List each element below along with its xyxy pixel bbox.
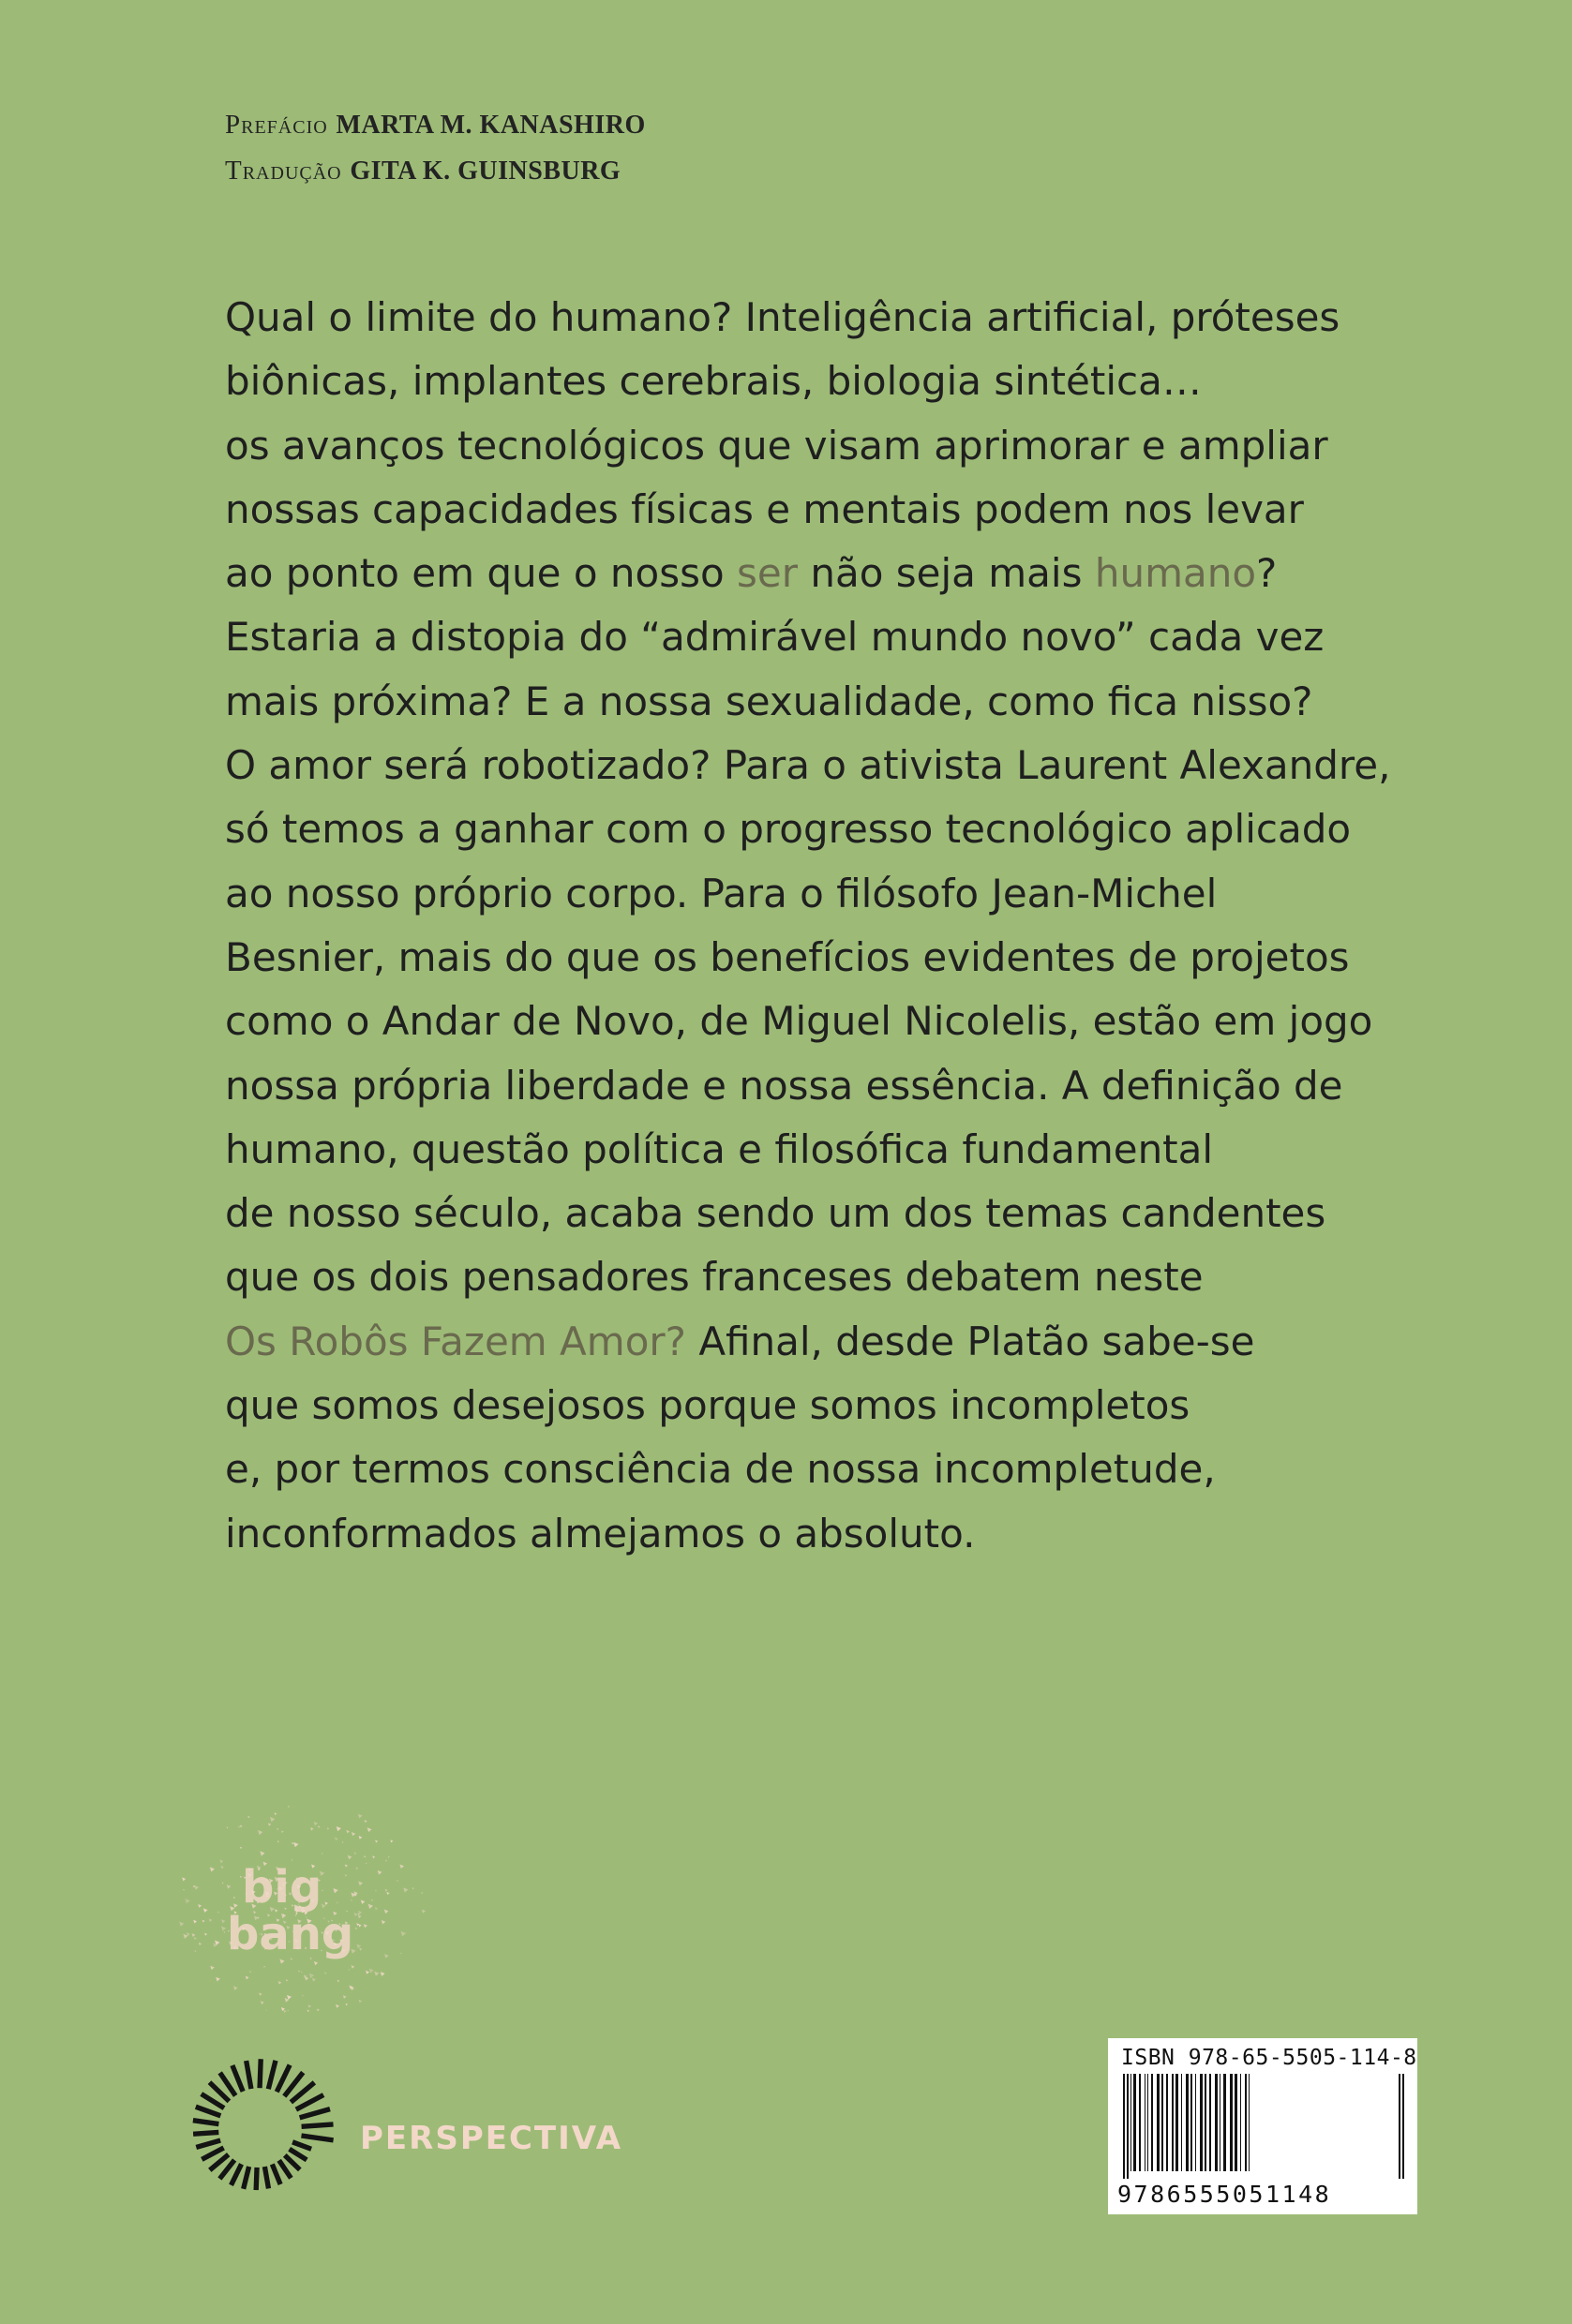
blurb-line: [225, 286, 1425, 350]
barcode-bar: [1209, 2074, 1211, 2171]
preface-credit: [225, 101, 646, 147]
blurb-text: Afinal, desde Platão sabe-se: [685, 1318, 1255, 1364]
barcode-bar: [1161, 2074, 1163, 2171]
publisher-name: PERSPECTIVA: [360, 2120, 623, 2157]
translation-name: GITA K. GUINSBURG: [350, 156, 621, 186]
isbn-label: ISBN 978-65-5505-114-8: [1121, 2046, 1417, 2070]
preface-name: MARTA M. KANASHIRO: [336, 111, 646, 140]
sunburst-ray: [244, 2167, 249, 2189]
sunburst-ray: [193, 2121, 219, 2124]
blurb-text: de nosso século, acaba sendo um dos temas candentes: [225, 1190, 1326, 1237]
perspectiva-sunburst-icon: [176, 2048, 340, 2212]
blurb-line: [225, 1245, 1425, 1309]
barcode-bar: [1215, 2074, 1218, 2171]
blurb-line: [225, 862, 1425, 926]
barcode-bar: [1195, 2074, 1196, 2171]
blurb-text: só temos a ganhar com o progresso tecnológico aplicado: [225, 806, 1352, 853]
sunburst-ray: [268, 2061, 276, 2089]
barcode-bar: [1186, 2074, 1189, 2171]
barcode-bar: [1127, 2074, 1129, 2179]
highlighted-term: ser: [737, 550, 799, 597]
barcode-bar: [1205, 2074, 1206, 2171]
blurb-line: [225, 478, 1425, 542]
sunburst-ray: [301, 2136, 333, 2140]
sunburst-ray: [232, 2065, 243, 2092]
blurb-line: [225, 414, 1425, 478]
blurb-text: que somos desejosos porque somos incompletos: [225, 1382, 1190, 1429]
sunburst-ray: [292, 2142, 311, 2149]
blurb-text: e, por termos consciência de nossa incompletude,: [225, 1446, 1216, 1493]
barcode-bar: [1402, 2074, 1404, 2179]
sunburst-ray: [202, 2148, 223, 2159]
highlighted-term: humano: [1094, 550, 1257, 597]
barcode-bar: [1200, 2074, 1203, 2171]
big-bang-logo-text-line-2: bang: [227, 1908, 354, 1960]
blurb-line: [225, 990, 1425, 1053]
barcode-bars: [1119, 2074, 1406, 2179]
blurb-text: Qual o limite do humano? Inteligência artificial, próteses: [225, 294, 1340, 340]
blurb-line: [225, 670, 1425, 734]
sunburst-ray: [300, 2109, 330, 2118]
barcode-bar: [1399, 2074, 1400, 2179]
blurb-text: humano, questão política e filosófica fundamental: [225, 1125, 1214, 1172]
blurb-line: [225, 1054, 1425, 1118]
barcode-bar: [1123, 2074, 1125, 2179]
barcode-digits: 9786555051148: [1117, 2181, 1332, 2208]
sunburst-ray: [272, 2165, 280, 2184]
blurb-text: não seja mais: [798, 550, 1095, 597]
translation-role: Tradução: [225, 156, 342, 186]
barcode-bar: [1147, 2074, 1148, 2171]
blurb-text: os avanços tecnológicos que visam aprimorar e ampliar: [225, 422, 1328, 469]
barcode-bar: [1175, 2074, 1178, 2171]
barcode-bar: [1130, 2074, 1131, 2171]
barcode-bar: [1245, 2074, 1247, 2171]
sunburst-ray: [196, 2140, 220, 2147]
blurb-line: [225, 926, 1425, 990]
big-bang-logo-text-line-1: big: [242, 1861, 322, 1914]
barcode-bar: [1249, 2074, 1250, 2171]
isbn-barcode: [1108, 2038, 1417, 2214]
sunburst-ray: [285, 2155, 300, 2169]
sunburst-ray: [279, 2160, 292, 2178]
sunburst-ray: [196, 2107, 221, 2116]
barcode-bar: [1230, 2074, 1233, 2171]
blurb-line: [225, 1374, 1425, 1438]
barcode-bar: [1133, 2074, 1136, 2171]
barcode-bar: [1240, 2074, 1241, 2171]
blurb-text: O amor será robotizado? Para o ativista Laurent Alexandre,: [225, 742, 1391, 789]
barcode-bar: [1172, 2074, 1174, 2171]
translation-credit: [225, 147, 646, 193]
highlighted-term: Os Robôs Fazem Amor?: [225, 1318, 686, 1364]
sunburst-ray: [260, 2059, 261, 2088]
blurb-text: nossa própria liberdade e nossa essência. A definição de: [225, 1062, 1343, 1109]
blurb-line: [225, 1310, 1425, 1374]
blurb-line: [225, 350, 1425, 413]
barcode-bar: [1151, 2074, 1153, 2171]
barcode-bar: [1181, 2074, 1182, 2171]
blurb-line: [225, 734, 1425, 797]
sunburst-ray: [302, 2124, 334, 2126]
preface-role: Prefácio: [225, 110, 328, 140]
blurb-text: biônicas, implantes cerebrais, biologia sintética…: [225, 358, 1202, 405]
credits-block: [225, 101, 646, 193]
blurb-line: [225, 605, 1425, 669]
blurb-text: Besnier, mais do que os benefícios evidentes de projetos: [225, 933, 1350, 980]
sunburst-ray: [264, 2167, 268, 2188]
blurb-line: [225, 1182, 1425, 1245]
blurb-text: ao nosso próprio corpo. Para o filósofo Jean-Michel: [225, 870, 1218, 916]
barcode-bar: [1235, 2074, 1237, 2171]
sunburst-ray: [290, 2149, 307, 2160]
blurb-line: [225, 1502, 1425, 1566]
blurb-line: [225, 1118, 1425, 1182]
blurb-text: ao ponto em que o nosso: [225, 550, 738, 597]
blurb-text: nossas capacidades físicas e mentais podem nos levar: [225, 485, 1304, 532]
blurb-text: que os dois pensadores franceses debatem neste: [225, 1254, 1204, 1301]
sunburst-ray: [232, 2164, 242, 2184]
blurb-line: [225, 542, 1425, 605]
barcode-bar: [1166, 2074, 1168, 2171]
barcode-bar: [1190, 2074, 1192, 2171]
sunburst-ray: [193, 2132, 218, 2134]
back-cover-blurb: [225, 286, 1425, 1566]
barcode-bar: [1223, 2074, 1226, 2171]
big-bang-series-logo: [169, 1780, 441, 2024]
barcode-bar: [1157, 2074, 1160, 2171]
blurb-line: [225, 797, 1425, 861]
sunburst-ray: [256, 2168, 257, 2190]
blurb-text: mais próxima? E a nossa sexualidade, como fica nisso?: [225, 678, 1313, 724]
blurb-text: como o Andar de Novo, de Miguel Nicolelis, estão em jogo: [225, 998, 1373, 1045]
blurb-text: ?: [1256, 550, 1278, 597]
sunburst-ray: [247, 2061, 251, 2089]
blurb-line: [225, 1438, 1425, 1501]
blurb-text: inconformados almejamos o absoluto.: [225, 1510, 976, 1557]
blurb-text: Estaria a distopia do “admirável mundo novo” cada vez: [225, 614, 1325, 661]
barcode-bar: [1139, 2074, 1141, 2171]
